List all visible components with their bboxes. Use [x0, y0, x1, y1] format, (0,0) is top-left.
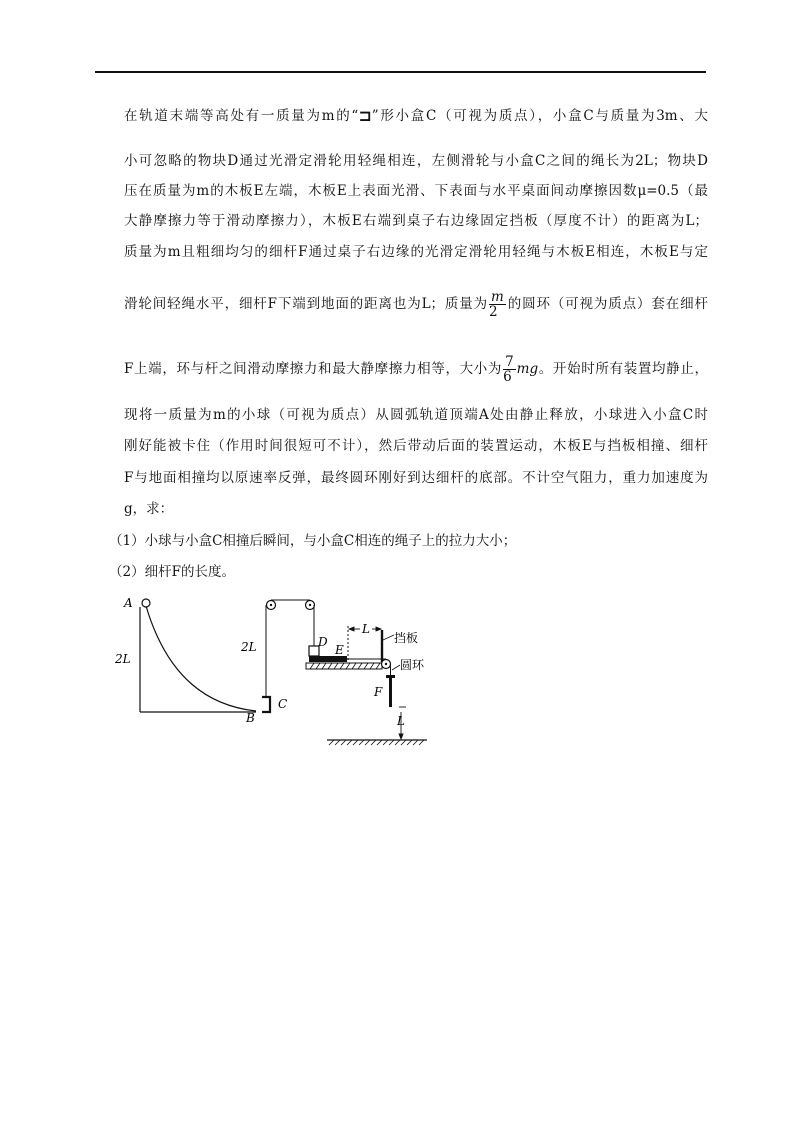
label-2L-mid: 2L	[241, 640, 257, 654]
label-baffle: 挡板	[394, 631, 419, 645]
label-D: D	[318, 635, 328, 649]
label-A: A	[124, 596, 133, 610]
problem-line-8: 现将一质量为m的小球（可视为质点）从圆弧轨道顶端A处由静止释放，小球进入小盒C时	[124, 407, 708, 423]
problem-line-2: 小可忽略的物块D通过光滑定滑轮用轻绳相连，左侧滑轮与小盒C之间的绳长为2L；物块D	[124, 153, 708, 169]
problem-line-10: F与地面相撞均以原速率反弹，最终圆环刚好到达细杆的底部。不计空气阻力，重力加速度为	[124, 470, 708, 486]
label-B: B	[246, 711, 255, 725]
problem-line-7: F上端，环与杆之间滑动摩擦力和最大静摩擦力相等，大小为 $\frac{7}{6}$ mg。开始时所有装置均静止，	[124, 354, 708, 385]
problem-line-9: 刚好能被卡住（作用时间很短可不计），然后带动后面的装置运动，木板E与挡板相撞、细杆	[124, 438, 708, 454]
problem-line-1: 在轨道末端等高处有一质量为m的“⊐”形小盒C（可视为质点），小盒C与质量为3m、大	[124, 106, 709, 125]
problem-line-11: g，求：	[124, 501, 174, 517]
question-2: （2）细杆F的长度。	[109, 564, 235, 580]
label-L-bottom: L	[397, 714, 405, 728]
fraction-7-over-6: $\frac{7}{6}$	[503, 354, 514, 385]
box-C	[262, 697, 270, 712]
problem-line-6: 滑轮间轻绳水平，细杆F下端到地面的距离也为L；质量为 $\frac{m}{2}$ 的圆环（可视为质点）套在细杆	[124, 289, 708, 320]
problem-line-3: 压在质量为m的木板E左端，木板E上表面光滑、下表面与水平桌面间动摩擦因数μ=0.5（最	[124, 183, 708, 199]
box-shape-icon: ⊐	[358, 106, 372, 125]
label-2L-left: 2L	[115, 652, 131, 666]
table	[306, 663, 382, 669]
label-C: C	[278, 697, 288, 711]
problem-line-4: 大静摩擦力等于滑动摩擦力），木板E右端到桌子右边缘固定挡板（厚度不计）的距离为L；	[124, 213, 708, 229]
question-1: （1）小球与小盒C相撞后瞬间，与小盒C相连的绳子上的拉力大小；	[109, 533, 517, 549]
ring-leader	[392, 665, 400, 670]
label-L-top: L	[362, 622, 370, 636]
ground	[327, 740, 427, 745]
fraction-m-over-2: $\frac{m}{2}$	[489, 289, 504, 320]
label-E: E	[335, 643, 344, 657]
label-F: F	[374, 685, 383, 699]
table-pulley-axle	[385, 663, 387, 665]
label-ring: 圆环	[400, 658, 425, 672]
problem-line-5: 质量为m且粗细均匀的细杆F通过桌子右边缘的光滑定滑轮用轻绳与木板E相连，木板E与定	[124, 244, 708, 260]
baffle-leader	[383, 635, 394, 640]
top-pulleys	[267, 600, 315, 610]
ball-at-A	[142, 599, 150, 607]
arc-track	[140, 606, 256, 712]
